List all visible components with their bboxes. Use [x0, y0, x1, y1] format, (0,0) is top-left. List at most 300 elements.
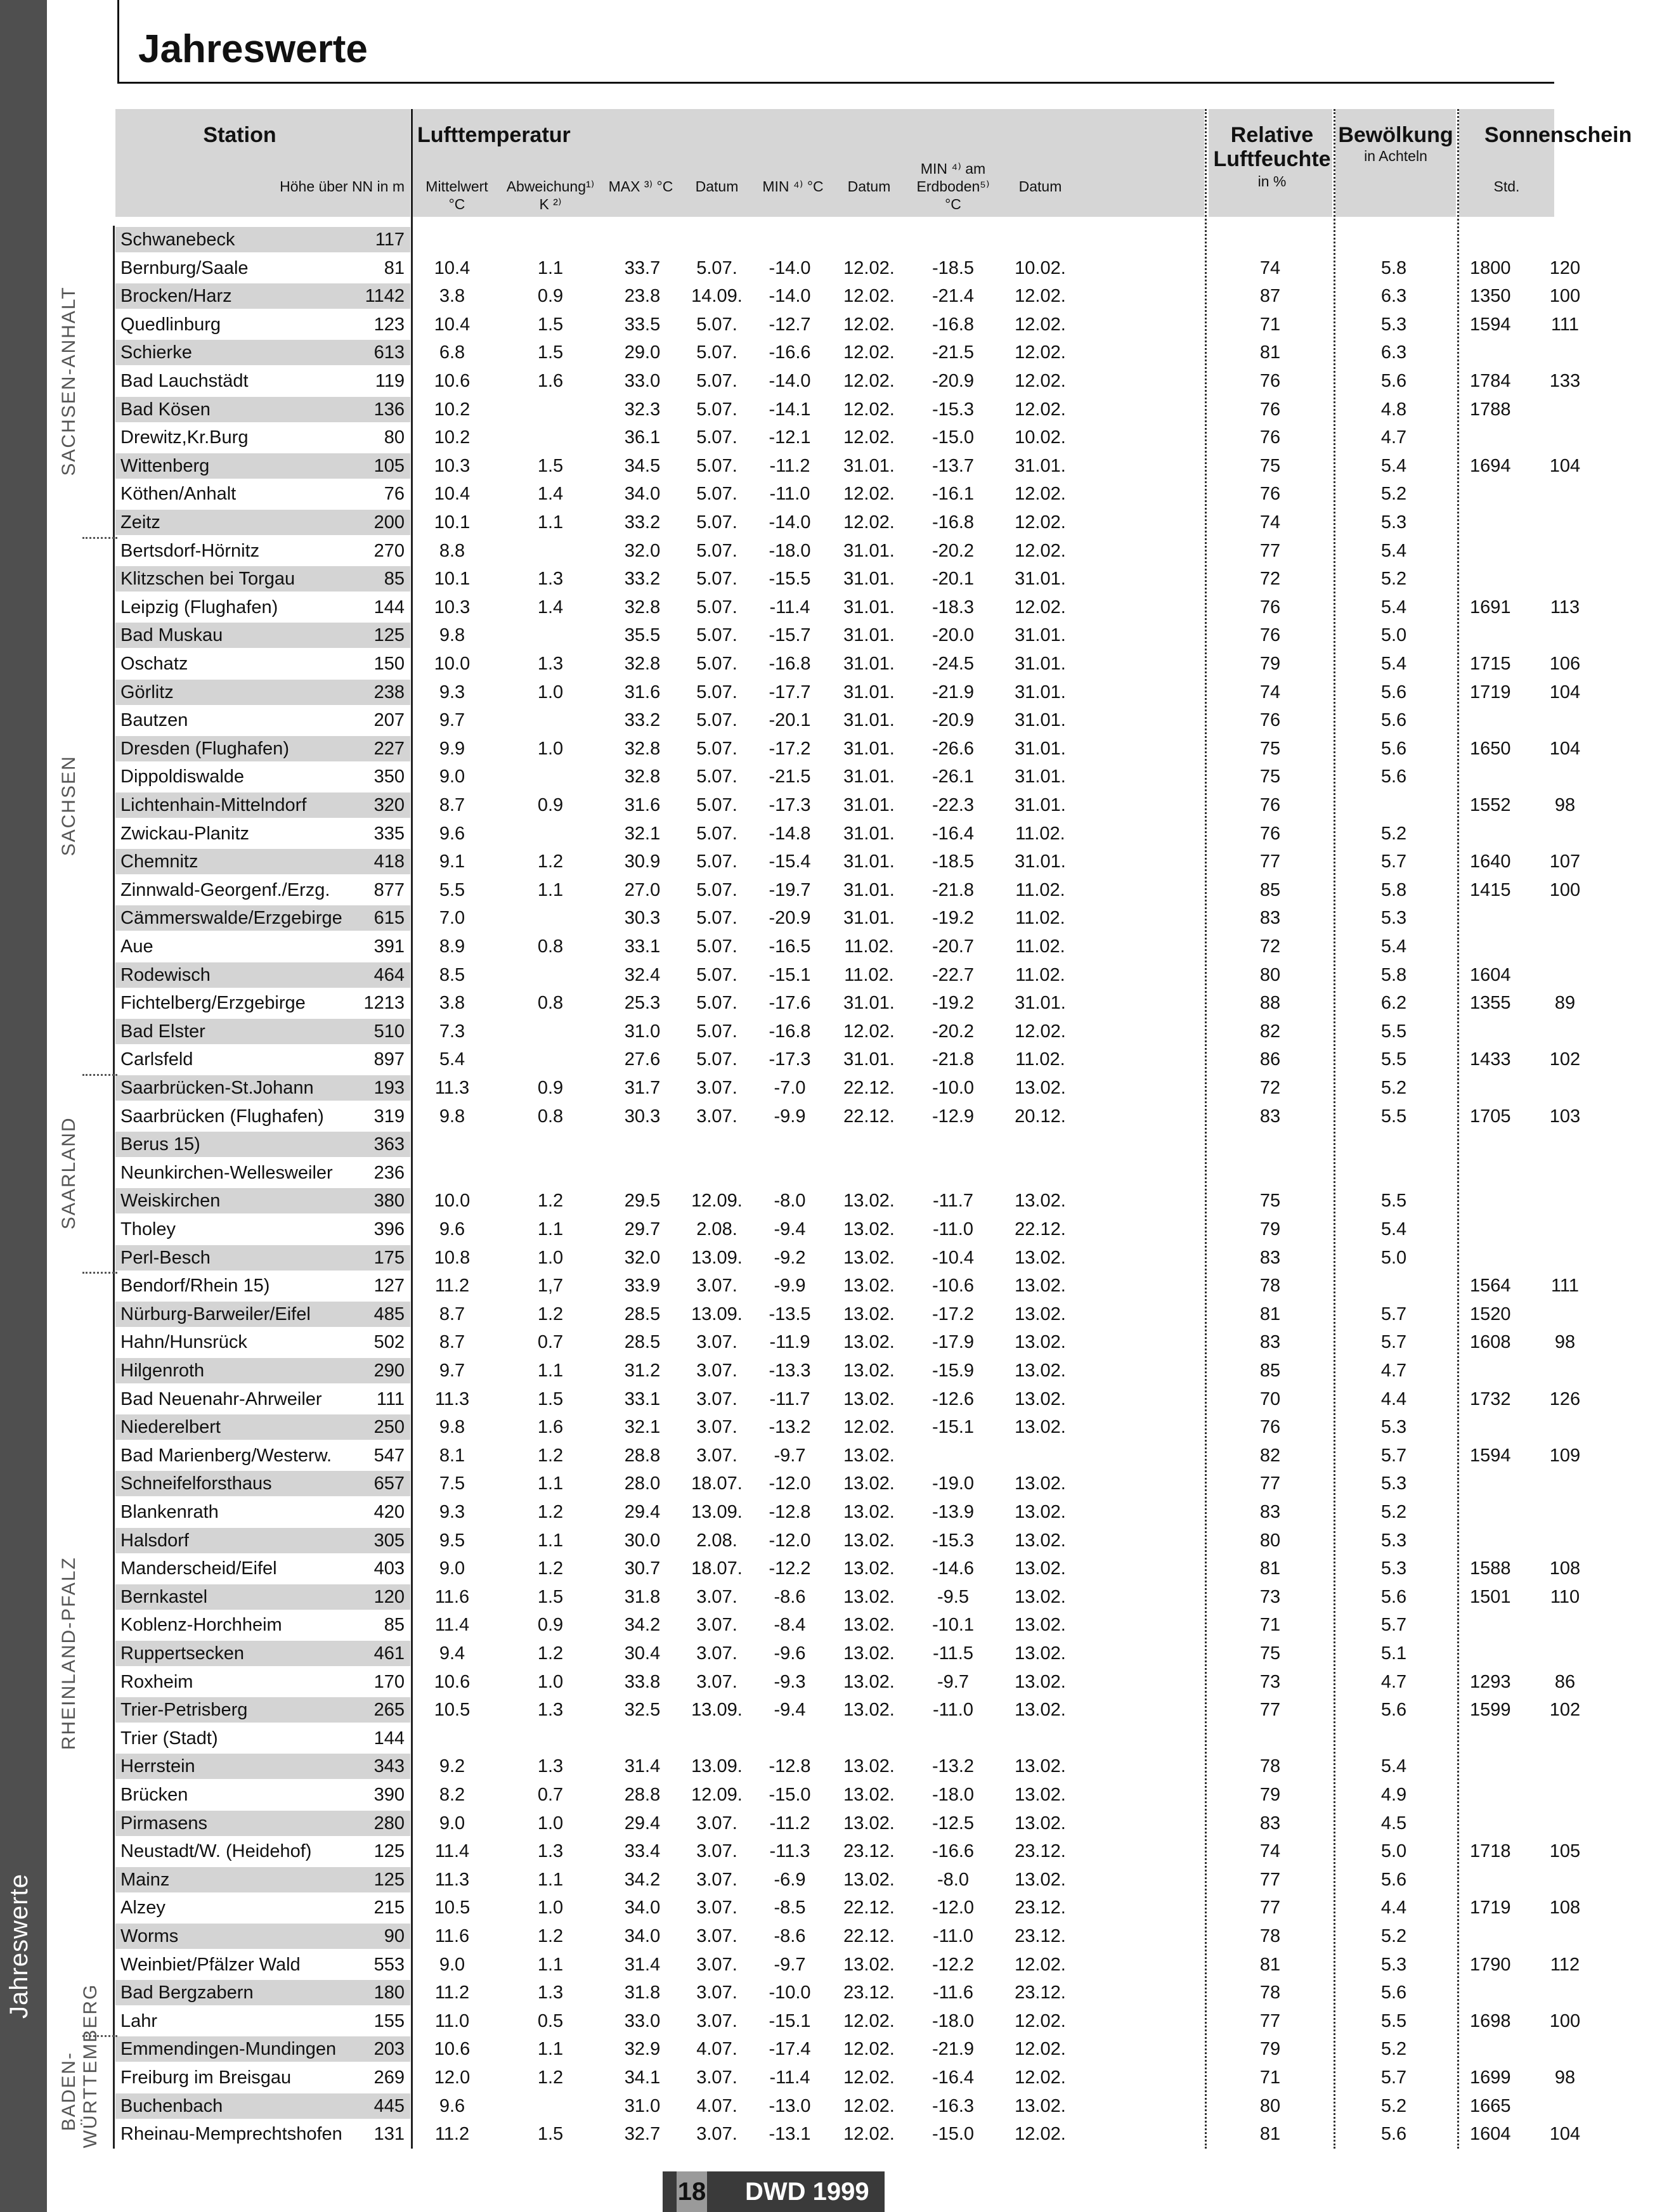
cell-sunpct: 112	[1550, 1954, 1580, 1975]
cell-rh: 81	[1259, 342, 1281, 363]
cell-rh	[1229, 1724, 1311, 1753]
cell-mean: 10.2	[434, 399, 471, 420]
cell-min: -16.5	[769, 936, 811, 957]
cell-maxdate: 3.07.	[696, 1417, 737, 1438]
cell-height: 897	[373, 1049, 405, 1070]
cell-height: 180	[373, 1982, 405, 2003]
cell-max: 30.4	[624, 1643, 661, 1664]
state-group-label: BADEN-WÜRTTEMBERG	[58, 1984, 101, 2149]
cell-rh: 76	[1259, 823, 1281, 844]
cell-station: Oschatz	[120, 654, 188, 674]
cell-dev	[506, 1018, 595, 1046]
cell-mean: 11.2	[434, 2124, 470, 2145]
cell-dev: 1.4	[537, 597, 564, 618]
cell-gmindate	[1001, 226, 1080, 254]
cell-station: Saarbrücken (Flughafen)	[120, 1106, 324, 1127]
cell-dev	[506, 1130, 595, 1159]
cell-mindate: 12.02.	[843, 2039, 895, 2060]
table-row	[113, 1442, 1581, 1470]
cell-rh: 71	[1259, 314, 1281, 335]
cell-gmindate: 13.02.	[1015, 1247, 1066, 1268]
cell-sunh: 1415	[1470, 879, 1511, 900]
cell-gmindate: 31.01.	[1015, 795, 1066, 815]
group-separator	[82, 1272, 117, 1274]
cell-gmin: -19.0	[932, 1473, 975, 1494]
cell-max: 30.9	[624, 851, 661, 872]
cell-maxdate: 12.09.	[691, 1191, 743, 1212]
cell-rh: 83	[1259, 1106, 1281, 1127]
cell-max: 32.9	[624, 2039, 661, 2060]
cell-gmin: -10.6	[932, 1276, 975, 1297]
cell-maxdate: 5.07.	[696, 936, 737, 957]
cell-mean: 7.0	[439, 908, 465, 929]
cell-rh: 75	[1259, 1643, 1281, 1664]
cell-station: Bernburg/Saale	[120, 257, 249, 278]
cell-sunpct	[1546, 820, 1584, 848]
cell-rh: 75	[1259, 1191, 1281, 1212]
cell-sunpct: 106	[1549, 654, 1581, 674]
cell-cloud: 5.8	[1380, 879, 1407, 900]
cell-sunh: 1520	[1470, 1303, 1511, 1324]
cell-rh: 75	[1259, 766, 1281, 787]
cell-dev: 0.9	[537, 1615, 564, 1636]
cell-station: Emmendingen-Mundingen	[120, 2039, 337, 2060]
cell-dev	[506, 2092, 595, 2121]
temperature-header: Lufttemperatur	[417, 123, 571, 147]
cell-maxdate: 13.09.	[691, 1247, 743, 1268]
cell-cloud: 5.3	[1380, 908, 1407, 929]
cell-height: 390	[373, 1785, 405, 1805]
cell-mindate: 31.01.	[843, 823, 895, 844]
cell-mindate: 12.02.	[843, 371, 895, 391]
cell-sunpct	[1546, 621, 1584, 650]
cell-mean: 7.3	[439, 1021, 465, 1042]
cell-station: Zinnwald-Georgenf./Erzg.	[120, 879, 330, 900]
cell-station: Saarbrücken-St.Johann	[120, 1078, 314, 1098]
cell-mean: 11.3	[434, 1388, 470, 1409]
cell-maxdate: 5.07.	[696, 342, 737, 363]
cell-sunpct: 105	[1549, 1841, 1581, 1862]
cell-maxdate: 3.07.	[696, 1445, 737, 1466]
table-row	[113, 1894, 1581, 1922]
cell-mean: 8.8	[439, 540, 465, 561]
cell-sunpct: 100	[1549, 2010, 1581, 2031]
cell-sunh	[1470, 1498, 1533, 1527]
cell-station: Wittenberg	[120, 455, 210, 476]
cell-maxdate: 5.07.	[696, 908, 737, 929]
cell-cloud: 5.6	[1380, 1700, 1407, 1721]
cell-cloud: 5.5	[1380, 1049, 1407, 1070]
cell-gmin: -26.1	[932, 766, 975, 787]
cell-dev: 0.9	[537, 1078, 564, 1098]
cell-rh: 75	[1259, 455, 1281, 476]
ground-min-date-header: Datum	[1018, 178, 1062, 195]
cell-mean: 6.8	[439, 342, 465, 363]
cell-height: 343	[373, 1756, 405, 1777]
group-separator	[82, 537, 117, 539]
cell-mean: 9.0	[439, 1813, 465, 1834]
cell-gmindate: 13.02.	[1015, 1388, 1066, 1409]
cell-height: 615	[373, 908, 405, 929]
table-row	[113, 1979, 1554, 2007]
cell-station: Niederelbert	[120, 1417, 221, 1438]
cell-sunpct	[1546, 424, 1584, 452]
cell-height: 123	[373, 314, 405, 335]
table-row	[113, 650, 1581, 678]
cell-max: 31.6	[624, 682, 661, 702]
cell-station: Alzey	[120, 1898, 166, 1918]
table-row	[113, 876, 1581, 905]
cell-cloud: 5.6	[1380, 1869, 1407, 1890]
cell-mindate: 13.02.	[843, 1502, 895, 1522]
left-side-bar	[0, 0, 47, 2212]
cell-dev: 1.1	[537, 257, 564, 278]
table-row	[113, 1696, 1581, 1724]
cell-sunh: 1715	[1470, 654, 1511, 674]
cell-max: 34.0	[624, 1898, 661, 1918]
cell-maxdate: 18.07.	[691, 1473, 743, 1494]
cell-sunpct	[1546, 1527, 1584, 1555]
cell-sunh	[1470, 1866, 1533, 1894]
cell-mindate: 31.01.	[843, 597, 895, 618]
cell-gmindate: 13.02.	[1015, 1191, 1066, 1212]
cell-dev: 1.2	[537, 1303, 564, 1324]
cell-min: -12.0	[769, 1473, 811, 1494]
cell-height: 119	[375, 371, 405, 391]
cell-maxdate: 5.07.	[696, 314, 737, 335]
cell-gmindate: 12.02.	[1015, 1954, 1066, 1975]
cell-dev: 0.8	[537, 936, 564, 957]
cell-sunpct	[1546, 396, 1584, 424]
cell-mindate: 13.02.	[843, 1388, 895, 1409]
cell-dev: 0.9	[537, 286, 564, 307]
cell-cloud: 5.4	[1380, 455, 1407, 476]
cell-max: 32.8	[624, 766, 661, 787]
cell-min: -11.3	[769, 1841, 810, 1862]
cell-gmin: -20.0	[932, 625, 975, 646]
cell-max: 28.0	[624, 1473, 661, 1494]
cell-maxdate: 3.07.	[696, 1982, 737, 2003]
cell-max: 27.0	[624, 879, 661, 900]
cell-max: 34.2	[624, 1615, 661, 1636]
cell-mindate: 11.02.	[844, 964, 894, 985]
cell-dev: 1.2	[537, 1445, 564, 1466]
cell-gmin: -18.5	[932, 851, 975, 872]
cell-sunh	[1470, 1752, 1533, 1781]
group-separator	[82, 1074, 117, 1076]
cell-sunh	[1470, 933, 1533, 961]
cell-gmindate: 13.02.	[1015, 1078, 1066, 1098]
cell-sunh: 1691	[1470, 597, 1511, 618]
cell-mindate: 13.02.	[843, 1445, 895, 1466]
cell-gmin: -18.0	[932, 1785, 975, 1805]
cell-sunpct: 111	[1550, 1276, 1580, 1297]
cell-max: 33.1	[624, 1388, 661, 1409]
cell-rh: 76	[1259, 795, 1281, 815]
cell-height: 238	[373, 682, 405, 702]
cell-cloud: 5.3	[1380, 314, 1407, 335]
cell-gmin: -21.8	[932, 1049, 975, 1070]
page-number: 18	[677, 2171, 707, 2212]
table-row	[113, 1951, 1580, 1979]
cell-height: 144	[373, 1728, 405, 1749]
cell-cloud	[1356, 1159, 1432, 1187]
table-row	[113, 2064, 1576, 2092]
cell-rh: 76	[1259, 597, 1281, 618]
cell-dev	[506, 424, 595, 452]
cell-rh: 77	[1259, 1700, 1281, 1721]
cell-height: 464	[373, 964, 405, 985]
cell-mindate: 13.02.	[843, 1700, 895, 1721]
cell-mean: 11.0	[434, 2010, 470, 2031]
cell-sunh: 1665	[1470, 2095, 1511, 2116]
group-separator	[82, 2035, 117, 2037]
cell-max: 32.5	[624, 1700, 661, 1721]
cell-min: -9.7	[774, 1954, 806, 1975]
cell-max: 33.7	[624, 257, 661, 278]
cell-sunh	[1470, 1611, 1533, 1640]
cell-sunpct	[1546, 565, 1584, 593]
cell-dev: 0.8	[537, 1106, 564, 1127]
cell-max	[607, 1130, 677, 1159]
cell-mindate: 12.02.	[843, 1417, 895, 1438]
cell-height: 1142	[365, 286, 405, 307]
cell-mean: 10.4	[434, 484, 471, 505]
cell-mindate: 31.01.	[843, 851, 895, 872]
cell-sunh	[1470, 565, 1533, 593]
cell-height: 396	[373, 1219, 405, 1239]
table-row	[113, 1583, 1580, 1612]
cell-height: 236	[373, 1162, 405, 1183]
cell-mean: 8.7	[439, 1332, 465, 1353]
cell-height: 418	[373, 851, 405, 872]
cell-mean: 8.7	[439, 795, 465, 815]
cell-rh: 73	[1259, 1671, 1281, 1692]
cell-gmindate: 12.02.	[1015, 484, 1066, 505]
cell-height: 125	[373, 1869, 405, 1890]
cell-maxdate: 5.07.	[696, 512, 737, 533]
cell-maxdate: 5.07.	[696, 710, 737, 731]
cell-max: 30.7	[624, 1558, 661, 1579]
cell-maxdate: 5.07.	[696, 654, 737, 674]
cell-maxdate: 5.07.	[696, 597, 737, 618]
cell-dev: 1.5	[537, 455, 564, 476]
cell-dev: 1.2	[537, 2067, 564, 2088]
cell-gmindate: 12.02.	[1015, 342, 1066, 363]
cell-sunpct	[1546, 1724, 1584, 1753]
cell-gmindate: 31.01.	[1015, 710, 1066, 731]
cell-mean: 7.5	[439, 1473, 465, 1494]
cell-height: 403	[373, 1558, 405, 1579]
cell-sunh	[1470, 1130, 1533, 1159]
cell-dev: 0.7	[537, 1332, 564, 1353]
cell-min: -17.2	[769, 738, 811, 759]
cell-sunpct	[1546, 1413, 1584, 1442]
cell-mean: 10.4	[434, 314, 471, 335]
cell-dev: 1.2	[537, 1558, 564, 1579]
cell-sunpct	[1546, 1640, 1584, 1668]
table-row	[113, 1724, 1554, 1753]
cell-mindate: 12.02.	[843, 512, 895, 533]
cell-rh: 78	[1259, 1756, 1281, 1777]
cell-station: Weinbiet/Pfälzer Wald	[120, 1954, 301, 1975]
cell-sunpct: 100	[1549, 286, 1581, 307]
cell-gmin: -16.3	[932, 2095, 975, 2116]
cell-station: Pirmasens	[120, 1813, 207, 1834]
cell-sunh: 1719	[1470, 1898, 1511, 1918]
cell-sunh	[1470, 1187, 1533, 1215]
cell-maxdate: 2.08.	[696, 1219, 737, 1239]
cell-station: Rheinau-Memprechtshofen	[120, 2124, 342, 2145]
cell-mean: 10.3	[434, 597, 471, 618]
max-date-header: Datum	[695, 178, 739, 195]
cell-gmindate: 13.02.	[1015, 1303, 1066, 1324]
cell-cloud: 4.9	[1380, 1785, 1407, 1805]
cell-height: 485	[373, 1303, 405, 1324]
cell-dev: 1.1	[537, 2039, 564, 2060]
cell-mindate: 13.02.	[843, 1671, 895, 1692]
cell-mindate: 12.02.	[843, 342, 895, 363]
cell-rh: 77	[1259, 1869, 1281, 1890]
cell-sunh	[1470, 1244, 1533, 1272]
humidity-unit: in %	[1257, 173, 1287, 190]
cell-station: Koblenz-Horchheim	[120, 1615, 282, 1636]
cell-station: Blankenrath	[120, 1502, 219, 1522]
cell-station: Lichtenhain-Mittelndorf	[120, 795, 307, 815]
cell-min: -14.0	[769, 286, 811, 307]
cell-mindate: 12.02.	[843, 2124, 895, 2145]
cell-sunh: 1650	[1470, 738, 1511, 759]
cell-cloud: 5.7	[1380, 1332, 1407, 1353]
cell-dev: 1.0	[537, 738, 564, 759]
cell-gmindate: 22.12.	[1015, 1219, 1066, 1239]
cell-cloud: 5.6	[1380, 371, 1407, 391]
cell-station: Schneifelforsthaus	[120, 1473, 272, 1494]
cell-mindate: 12.02.	[843, 427, 895, 448]
cell-sunpct	[1546, 1809, 1584, 1838]
cell-max: 28.5	[624, 1332, 661, 1353]
cell-max: 30.3	[624, 1106, 661, 1127]
cell-min: -17.6	[769, 993, 811, 1014]
cell-max: 32.0	[624, 540, 661, 561]
cell-dev: 1.1	[537, 1361, 564, 1381]
cell-mindate	[833, 1159, 906, 1187]
cell-sunh: 1552	[1470, 795, 1511, 815]
cell-maxdate: 3.07.	[696, 1586, 737, 1607]
cell-sunpct: 103	[1549, 1106, 1581, 1127]
cell-height: 250	[373, 1417, 405, 1438]
cell-sunpct	[1546, 1159, 1584, 1187]
cell-mean: 9.7	[439, 710, 465, 731]
cell-mean: 9.9	[439, 738, 465, 759]
table-row	[113, 254, 1581, 283]
cell-maxdate: 3.07.	[696, 1388, 737, 1409]
cell-height: 320	[373, 795, 405, 815]
cell-sunh	[1470, 621, 1533, 650]
cell-dev	[506, 1159, 595, 1187]
cell-gmin: -19.2	[932, 993, 975, 1014]
cell-cloud: 5.2	[1380, 569, 1407, 590]
cell-gmin: -16.4	[932, 2067, 975, 2088]
cell-min: -16.8	[769, 654, 811, 674]
cell-mean: 11.2	[434, 1982, 470, 2003]
cell-dev: 1.2	[537, 1643, 564, 1664]
cell-mindate: 13.02.	[843, 1247, 895, 1268]
cell-mean: 9.5	[439, 1530, 465, 1551]
table-row	[113, 424, 1554, 452]
cell-max: 36.1	[624, 427, 661, 448]
cell-dev	[506, 820, 595, 848]
cell-gmindate: 12.02.	[1015, 286, 1066, 307]
cell-max: 34.1	[624, 2067, 661, 2088]
cell-min: -8.0	[774, 1191, 806, 1212]
cell-rh: 76	[1259, 710, 1281, 731]
cell-cloud: 5.3	[1380, 1558, 1407, 1579]
cell-gmin	[909, 1442, 997, 1470]
cell-gmindate: 13.02.	[1015, 1671, 1066, 1692]
cell-mindate: 13.02.	[843, 1276, 895, 1297]
cell-max: 34.0	[624, 1926, 661, 1946]
cell-dev: 1.2	[537, 851, 564, 872]
cell-height: 127	[373, 1276, 405, 1297]
cell-station: Köthen/Anhalt	[120, 484, 237, 505]
cell-max: 31.0	[624, 1021, 661, 1042]
cell-max: 33.2	[624, 710, 661, 731]
cell-height: 280	[373, 1813, 405, 1834]
cell-cloud: 5.3	[1380, 1530, 1407, 1551]
cell-min: -18.0	[769, 540, 811, 561]
cell-station: Cämmerswalde/Erzgebirge	[120, 908, 342, 929]
table-row	[113, 706, 1554, 735]
cell-rh: 88	[1259, 993, 1281, 1014]
cell-mindate	[833, 226, 906, 254]
cell-sunh: 1732	[1470, 1388, 1511, 1409]
cell-max: 31.0	[624, 2095, 661, 2116]
cell-max: 28.8	[624, 1445, 661, 1466]
cell-gmin	[909, 226, 997, 254]
cell-max: 31.2	[624, 1361, 661, 1381]
cell-height: 200	[373, 512, 405, 533]
cell-mindate: 13.02.	[843, 1332, 895, 1353]
table-row	[113, 678, 1581, 707]
cell-cloud: 5.3	[1380, 1417, 1407, 1438]
table-row	[113, 480, 1554, 508]
cell-cloud: 4.7	[1380, 1361, 1407, 1381]
cell-mindate: 31.01.	[843, 738, 895, 759]
cell-sunpct	[1546, 1470, 1584, 1498]
cell-height: 290	[373, 1361, 405, 1381]
cell-mean: 8.5	[439, 964, 465, 985]
cell-sunh: 1719	[1470, 682, 1511, 702]
cell-maxdate	[677, 1130, 756, 1159]
cell-mean: 9.0	[439, 1558, 465, 1579]
cell-min: -13.1	[769, 2124, 811, 2145]
table-row	[113, 396, 1554, 424]
table-row	[113, 226, 1554, 254]
cell-rh: 74	[1259, 257, 1281, 278]
cell-station: Mainz	[120, 1869, 170, 1890]
cell-gmindate: 23.12.	[1015, 1982, 1066, 2003]
cell-min	[753, 1130, 826, 1159]
cell-maxdate: 5.07.	[696, 427, 737, 448]
table-row	[113, 1752, 1554, 1781]
cell-sunpct	[1546, 1979, 1584, 2007]
cell-height: 125	[373, 1841, 405, 1862]
cell-gmindate: 23.12.	[1015, 1841, 1066, 1862]
cell-gmindate: 13.02.	[1015, 1813, 1066, 1834]
cell-max: 32.8	[624, 654, 661, 674]
cell-rh: 87	[1259, 286, 1281, 307]
